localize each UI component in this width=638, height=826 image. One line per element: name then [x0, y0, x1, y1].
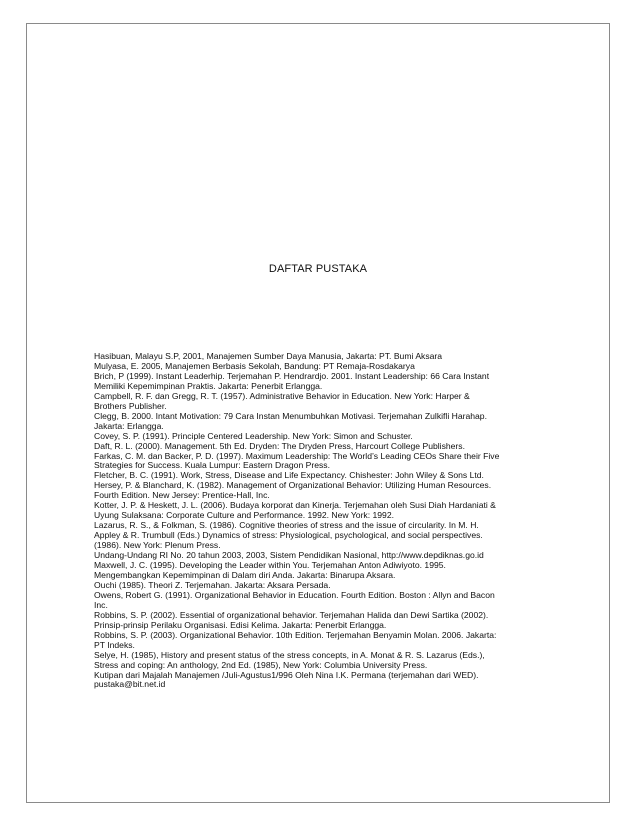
reference-line: Lazarus, R. S., & Folkman, S. (1986). Cognitive theories of stress and the issue of circularity. In M. H.	[94, 520, 479, 531]
reference-line: Stress and coping: An anthology, 2nd Ed. (1985), New York: Columbia University Press.	[94, 659, 428, 670]
page-title: DAFTAR PUSTAKA	[268, 263, 368, 275]
reference-line: Fletcher, B. C. (1991). Work, Stress, Disease and Life Expectancy. Chishester: John Wiley & Sons Ltd.	[94, 470, 484, 481]
reference-line: PT Indeks.	[94, 639, 135, 650]
reference-line: Brothers Publisher.	[94, 400, 167, 411]
reference-line: Maxwell, J. C. (1995). Developing the Leader within You. Terjemahan Anton Adiwiyoto. 1995.	[94, 560, 446, 571]
reference-line: Jakarta: Erlangga.	[94, 420, 164, 431]
document-page	[26, 23, 610, 803]
reference-line: Kotter, J. P. & Heskett, J. L. (2006). Budaya korporat dan Kinerja. Terjemahan oleh Susi Diah Hardaniati &	[94, 500, 496, 511]
reference-list	[94, 352, 554, 690]
reference-line: Robbins, S. P. (2002). Essential of organizational behavior. Terjemahan Halida dan Dewi Sartika (2002).	[94, 609, 489, 620]
reference-line: Hasibuan, Malayu S.P, 2001, Manajemen Sumber Daya Manusia, Jakarta: PT. Bumi Aksara	[94, 351, 443, 361]
reference-line: (1986). New York: Plenum Press.	[94, 540, 221, 551]
reference-line: Campbell, R. F. dan Gregg, R. T. (1957). Administrative Behavior in Education. New York: Harper &	[94, 390, 470, 401]
reference-line: Mulyasa, E. 2005, Manajemen Berbasis Sekolah, Bandung: PT Remaja-Rosdakarya	[94, 360, 415, 371]
reference-line: Owens, Robert G. (1991). Organizational Behavior in Education. Fourth Edition. Boston : Allyn and Bacon	[94, 589, 495, 600]
reference-line: Fourth Edition. New Jersey: Prentice-Hall, Inc.	[94, 490, 270, 501]
reference-line: Clegg, B. 2000. Intant Motivation: 79 Cara Instan Menumbuhkan Motivasi. Terjemahan Zulkifli Harahap.	[94, 410, 487, 421]
reference-line: Hersey, P. & Blanchard, K. (1982). Management of Organizational Behavior: Utilizing Human Resources.	[94, 480, 492, 491]
reference-line: Ouchi (1985). Theori Z. Terjemahan. Jakarta: Aksara Persada.	[94, 579, 331, 590]
reference-line: Memiliki Kepemimpinan Praktis. Jakarta: Penerbit Erlangga.	[94, 380, 323, 391]
reference-line: Inc.	[94, 599, 108, 610]
reference-line: Appley & R. Trumbull (Eds.) Dynamics of stress: Physiological, psychological, and social perspectives.	[94, 530, 483, 541]
reference-line: pustaka@bit.net.id	[94, 679, 166, 690]
reference-line: Uyung Sulaksana: Corporate Culture and Performance. 1992. New York: 1992.	[94, 510, 395, 521]
reference-line: Covey, S. P. (1991). Principle Centered Leadership. New York: Simon and Schuster.	[94, 430, 413, 441]
reference-line: Undang-Undang RI No. 20 tahun 2003, 2003, Sistem Pendidikan Nasional, http://www.depdiknas.go.id	[94, 550, 484, 561]
reference-line: Selye, H. (1985), History and present status of the stress concepts, in A. Monat & R. S. Lazarus (Eds.),	[94, 649, 485, 660]
reference-line: Mengembangkan Kepemimpinan di Dalam diri Anda. Jakarta: Binarupa Aksara.	[94, 569, 396, 580]
reference-line: Strategies for Success. Kuala Lumpur: Eastern Dragon Press.	[94, 460, 330, 471]
reference-line: Farkas, C. M. dan Backer, P. D. (1997). Maximum Leadership: The World’s Leading CEOs Share their Five	[94, 450, 500, 461]
reference-line: Daft, R. L. (2000). Management. 5th Ed. Dryden: The Dryden Press, Harcourt College Publishers.	[94, 440, 465, 451]
reference-line: Robbins, S. P. (2003). Organizational Behavior. 10th Edition. Terjemahan Benyamin Molan. 2006. Jakarta:	[94, 629, 497, 640]
reference-line: Brich, P (1999). Instant Leaderhip. Terjemahan P. Hendrardjo. 2001. Instant Leadership: 66 Cara Instant	[94, 370, 490, 381]
reference-line: Kutipan dari Majalah Manajemen /Juli-Agustus1/996 Oleh Nina I.K. Permana (terjemahan dari WED).	[94, 669, 479, 680]
reference-line: Prinsip-prinsip Perilaku Organisasi. Edisi Kelima. Jakarta: Penerbit Erlangga.	[94, 619, 387, 630]
